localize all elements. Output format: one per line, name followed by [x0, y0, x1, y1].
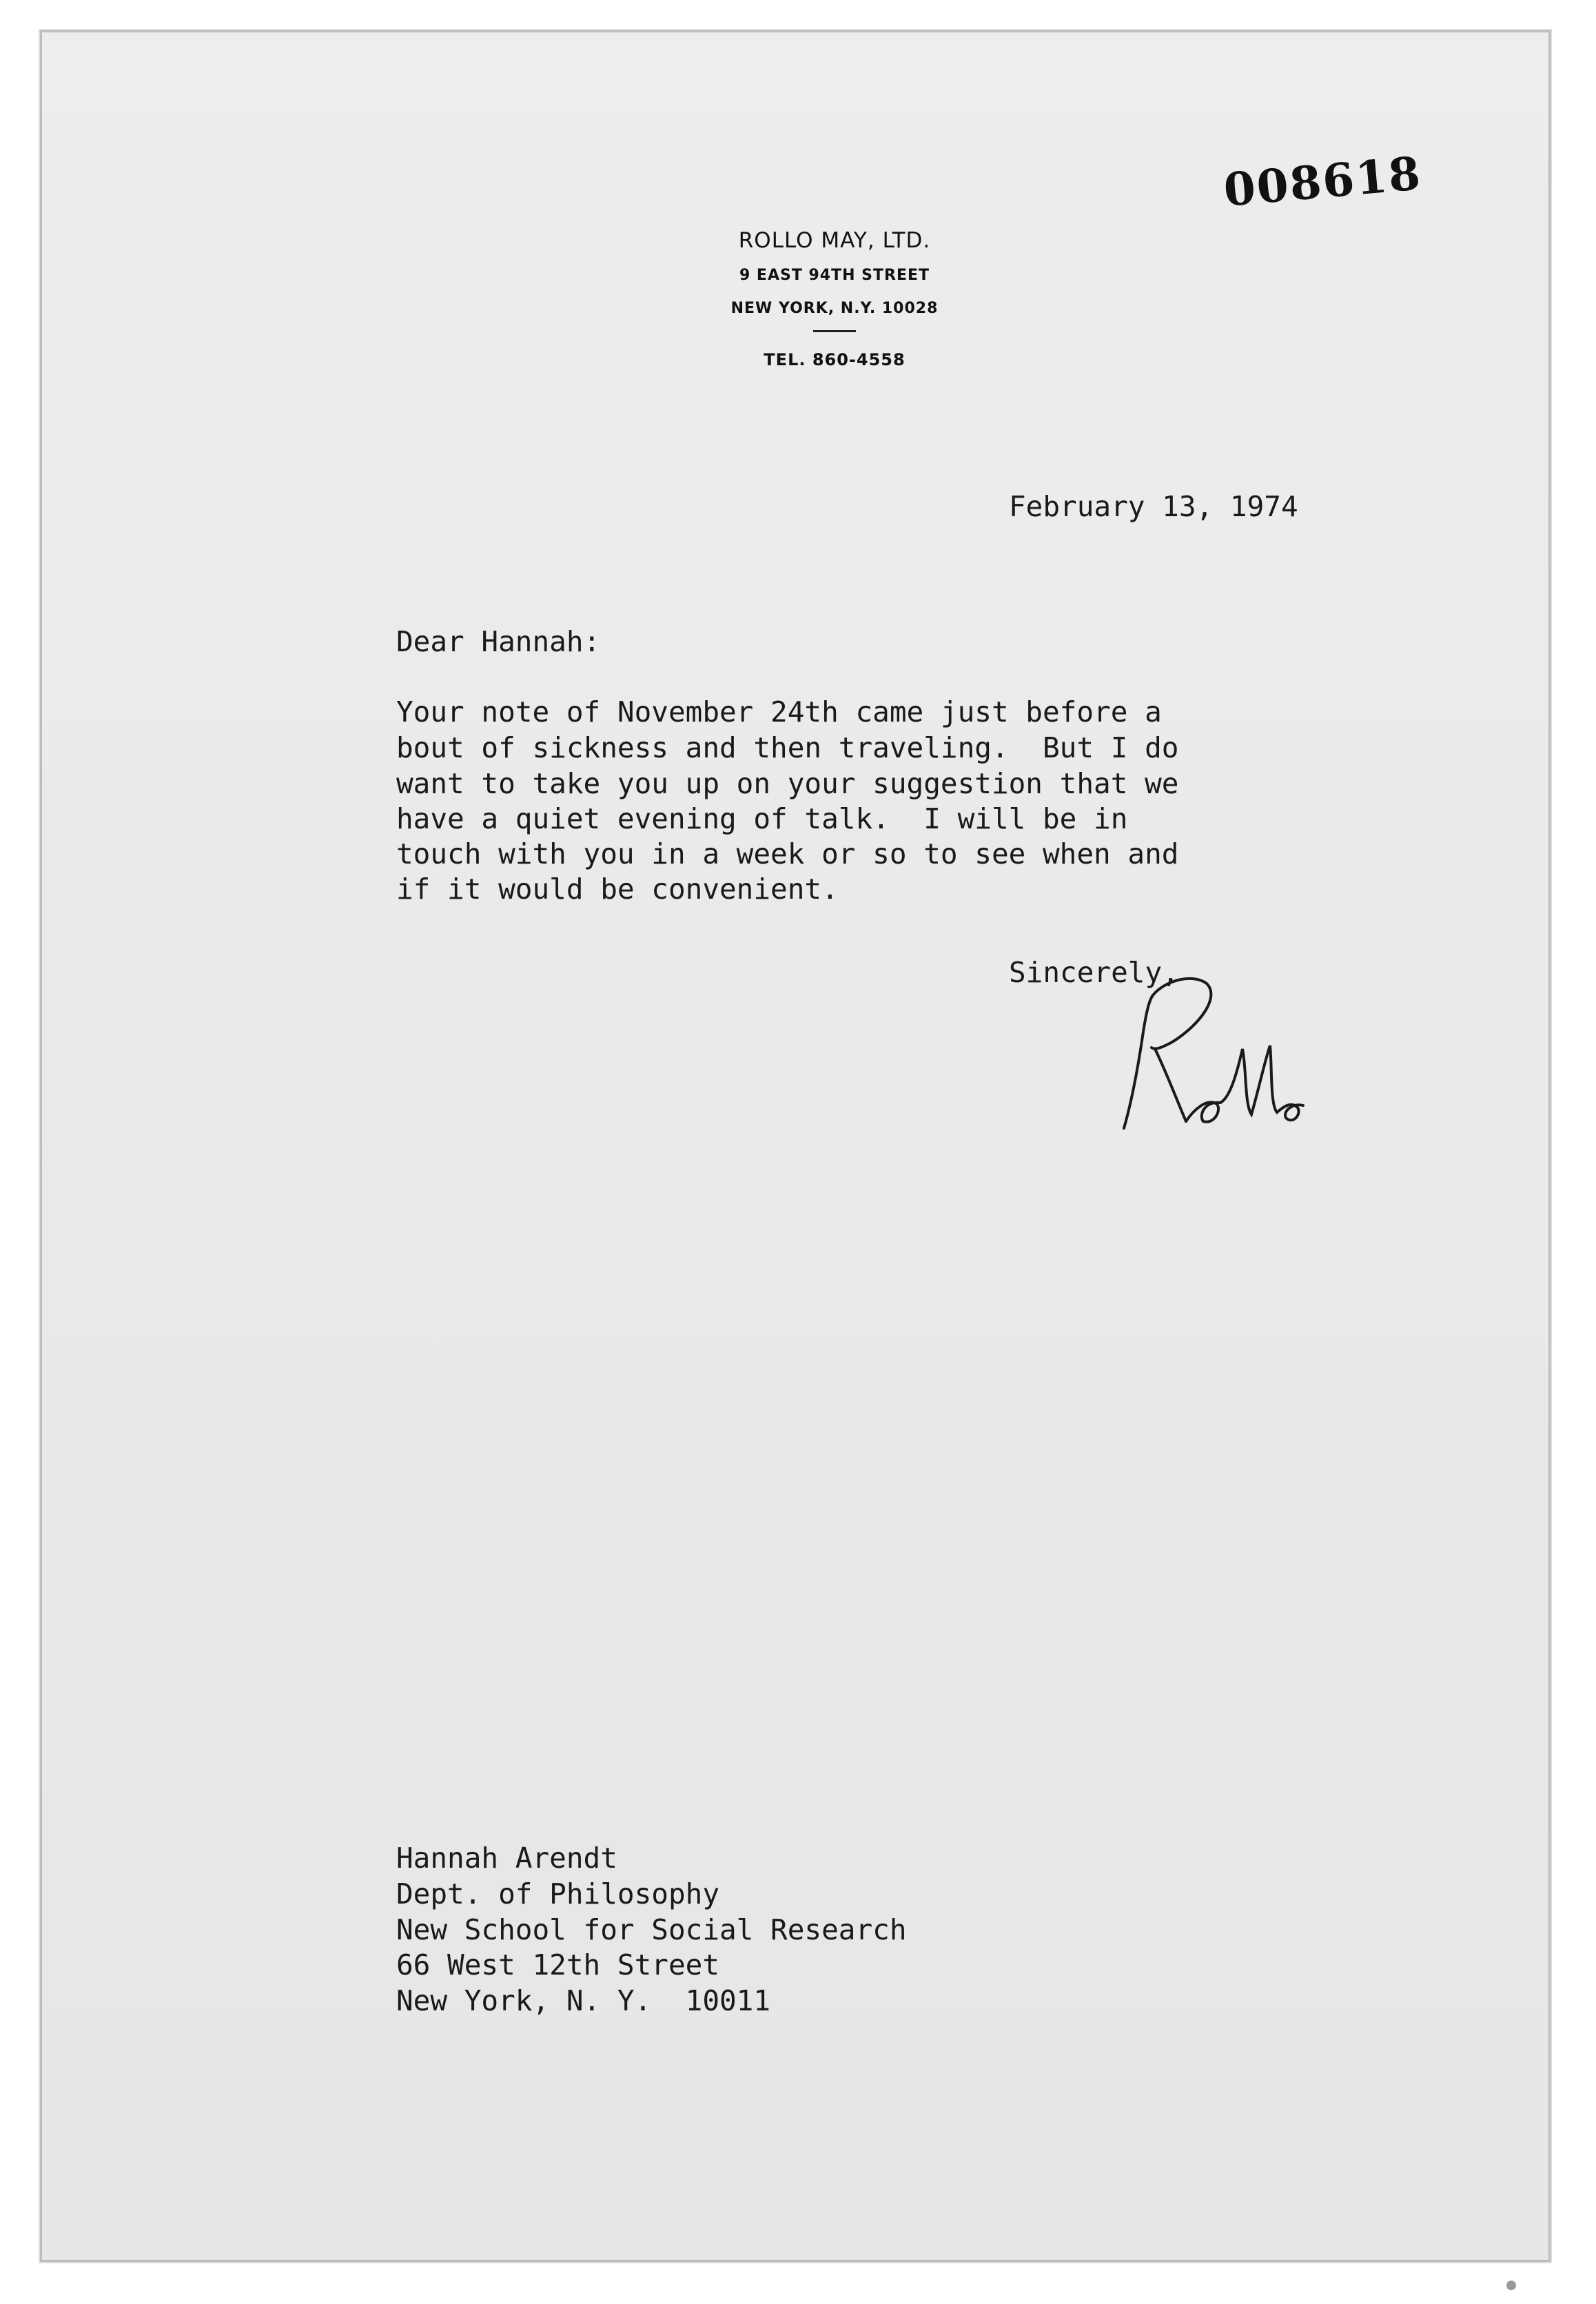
address-line: New York, N. Y. 10011	[396, 1984, 771, 2017]
letterhead	[593, 227, 1076, 371]
body-line: Your note of November 24th came just before a	[396, 695, 1162, 728]
handwritten-signature	[1117, 966, 1310, 1139]
letterhead-street: 9 EAST 94TH STREET	[739, 267, 930, 284]
closing: Sincerely,	[1009, 956, 1179, 989]
letter-sheet	[40, 30, 1551, 2262]
letterhead-company-name: ROLLO MAY, LTD.	[738, 228, 931, 253]
letterhead-telephone: TEL. 860-4558	[764, 350, 906, 369]
body-line: touch with you in a week or so to see when and	[396, 837, 1179, 870]
letterhead-city: NEW YORK, N.Y. 10028	[730, 300, 939, 317]
address-line: Hannah Arendt	[396, 1842, 617, 1875]
body-line: want to take you up on your suggestion that we	[396, 767, 1179, 800]
address-line: Dept. of Philosophy	[396, 1877, 719, 1910]
archive-stamp-number: 008618	[1221, 146, 1424, 217]
letterhead-divider	[813, 330, 856, 332]
body-line: have a quiet evening of talk. I will be in	[396, 802, 1128, 835]
body-line: bout of sickness and then traveling. But I do	[396, 731, 1179, 764]
salutation: Dear Hannah:	[396, 625, 601, 658]
paper-mark	[1506, 2281, 1516, 2290]
letter-date: February 13, 1974	[1009, 490, 1298, 523]
body-line: if it would be convenient.	[396, 873, 839, 906]
address-line: New School for Social Research	[396, 1913, 907, 1946]
address-line: 66 West 12th Street	[396, 1948, 719, 1981]
